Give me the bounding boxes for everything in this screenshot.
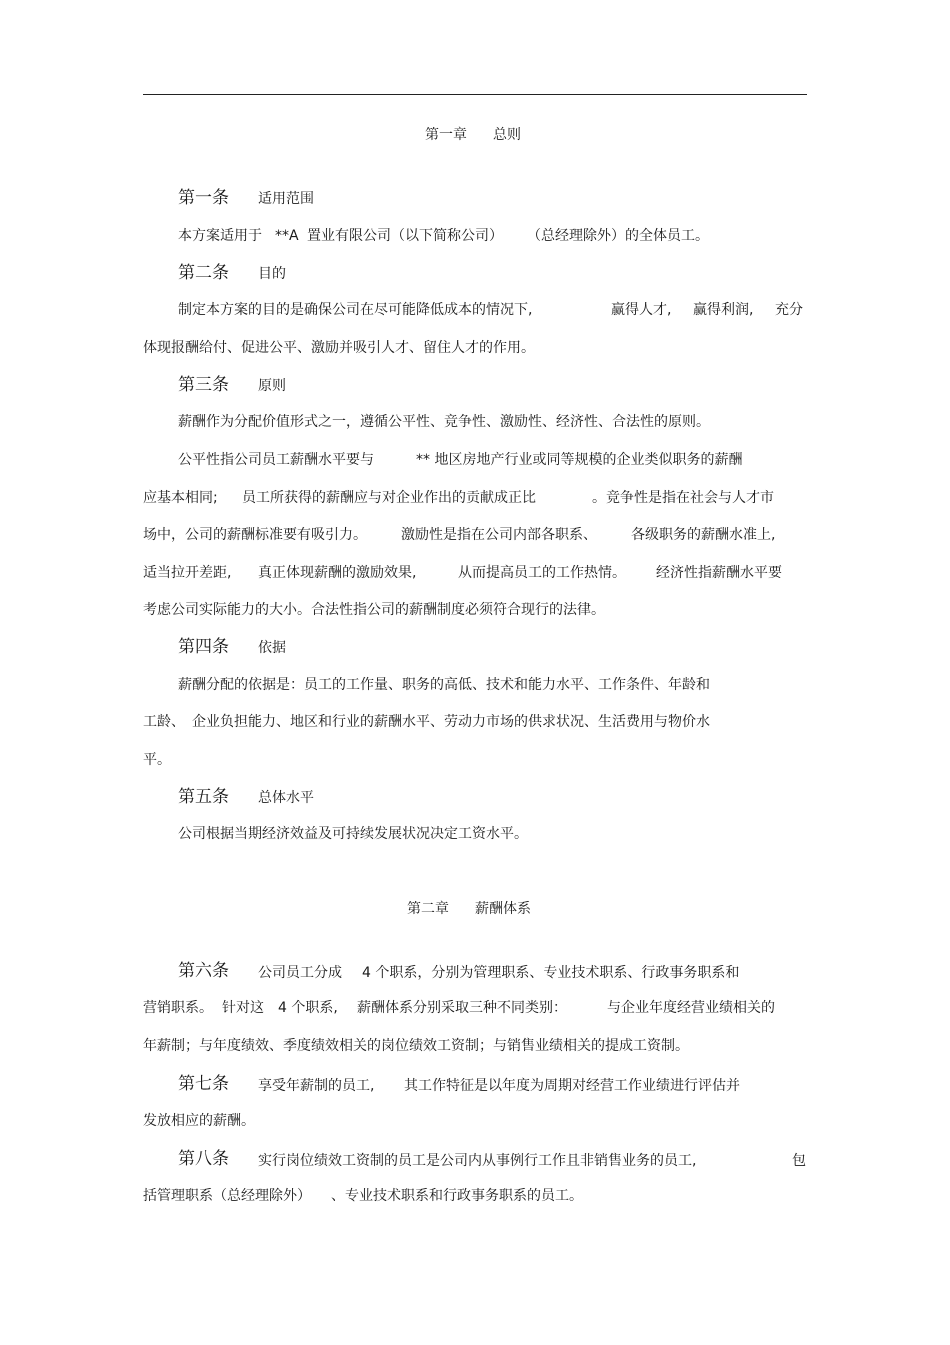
text-segment: **A bbox=[275, 228, 299, 244]
text-segment: 激励性是指在公司内部各职系、 bbox=[401, 527, 597, 543]
article-2-title: 目的 bbox=[258, 266, 286, 282]
article-1-title: 适用范围 bbox=[258, 191, 314, 207]
text-segment: 赢得利润, bbox=[693, 302, 754, 318]
text-segment: 场中，公司的薪酬标准要有吸引力。 bbox=[143, 527, 367, 543]
article-6-number: 第六条 bbox=[178, 961, 229, 981]
article-6-line-3: 年薪制；与年度绩效、季度绩效相关的岗位绩效工资制；与销售业绩相关的提成工资制。 bbox=[143, 1038, 689, 1054]
text-segment: 置业有限公司（以下简称公司） bbox=[307, 228, 503, 244]
article-8-number: 第八条 bbox=[178, 1149, 229, 1169]
text-segment: 充分 bbox=[775, 302, 803, 318]
article-7-number: 第七条 bbox=[178, 1074, 229, 1094]
text-segment: 薪酬体系分别采取三种不同类别： bbox=[357, 1000, 567, 1016]
text-segment: 包 bbox=[792, 1153, 806, 1169]
text-segment: 员工所获得的薪酬应与对企业作出的贡献成正比 bbox=[242, 490, 536, 506]
text-segment: 公司员工分成 bbox=[258, 965, 342, 981]
text-segment: 工龄、 bbox=[143, 714, 185, 730]
article-3-line-6: 考虑公司实际能力的大小。合法性指公司的薪酬制度必须符合现行的法律。 bbox=[143, 602, 605, 618]
article-5-title: 总体水平 bbox=[258, 790, 314, 806]
article-3-line-1: 薪酬作为分配价值形式之一，遵循公平性、竞争性、激励性、经济性、合法性的原则。 bbox=[178, 414, 710, 430]
text-segment: 括管理职系（总经理除外） bbox=[143, 1188, 311, 1204]
article-4-title: 依据 bbox=[258, 640, 286, 656]
chapter-1-number: 第一章 bbox=[425, 127, 467, 143]
text-segment: 营销职系。 bbox=[143, 1000, 213, 1016]
text-segment: 经济性指薪酬水平要 bbox=[656, 565, 782, 581]
article-5-line-1: 公司根据当期经济效益及可持续发展状况决定工资水平。 bbox=[178, 826, 528, 842]
text-segment: 适当拉开差距, bbox=[143, 565, 232, 581]
text-segment: 、专业技术职系和行政事务职系的员工。 bbox=[331, 1188, 583, 1204]
text-segment: 企业负担能力、地区和行业的薪酬水平、劳动力市场的供求状况、生活费用与物价水 bbox=[192, 714, 710, 730]
text-segment: 本方案适用于 bbox=[178, 228, 262, 244]
chapter-1-title: 总则 bbox=[493, 127, 521, 143]
text-segment: 实行岗位绩效工资制的员工是公司内从事例行工作且非销售业务的员工, bbox=[258, 1153, 697, 1169]
chapter-2-title: 薪酬体系 bbox=[475, 901, 531, 917]
text-segment: （总经理除外）的全体员工。 bbox=[527, 228, 709, 244]
text-segment: 与企业年度经营业绩相关的 bbox=[607, 1000, 775, 1016]
text-segment: 。竞争性是指在社会与人才市 bbox=[592, 490, 774, 506]
article-2-number: 第二条 bbox=[178, 263, 229, 283]
article-3-title: 原则 bbox=[258, 378, 286, 394]
text-segment: 公平性指公司员工薪酬水平要与 bbox=[178, 452, 374, 468]
text-segment: ** 地区房地产行业或同等规模的企业类似职务的薪酬 bbox=[416, 452, 743, 468]
text-segment: 真正体现薪酬的激励效果, bbox=[258, 565, 417, 581]
article-4-line-1: 薪酬分配的依据是：员工的工作量、职务的高低、技术和能力水平、工作条件、年龄和 bbox=[178, 677, 710, 693]
header-rule bbox=[143, 94, 807, 95]
article-3-number: 第三条 bbox=[178, 375, 229, 395]
text-segment: 针对这 bbox=[222, 1000, 264, 1016]
text-segment: 赢得人才, bbox=[611, 302, 672, 318]
text-segment: 4 个职系，分别为管理职系、专业技术职系、行政事务职系和 bbox=[362, 965, 740, 981]
text-segment: 4 个职系, bbox=[278, 1000, 338, 1016]
article-5-number: 第五条 bbox=[178, 787, 229, 807]
text-segment: 从而提高员工的工作热情。 bbox=[458, 565, 626, 581]
text-segment: 应基本相同; bbox=[143, 490, 218, 506]
article-7-line-2: 发放相应的薪酬。 bbox=[143, 1113, 255, 1129]
article-1-number: 第一条 bbox=[178, 188, 229, 208]
article-4-number: 第四条 bbox=[178, 637, 229, 657]
text-segment: 制定本方案的目的是确保公司在尽可能降低成本的情况下, bbox=[178, 302, 533, 318]
article-4-line-3: 平。 bbox=[143, 752, 171, 768]
text-segment: 享受年薪制的员工, bbox=[258, 1078, 375, 1094]
chapter-2-number: 第二章 bbox=[407, 901, 449, 917]
text-segment: 其工作特征是以年度为周期对经营工作业绩进行评估并 bbox=[404, 1078, 740, 1094]
text-segment: 各级职务的薪酬水准上, bbox=[631, 527, 776, 543]
article-2-paragraph-line-2: 体现报酬给付、促进公平、激励并吸引人才、留住人才的作用。 bbox=[143, 340, 535, 356]
